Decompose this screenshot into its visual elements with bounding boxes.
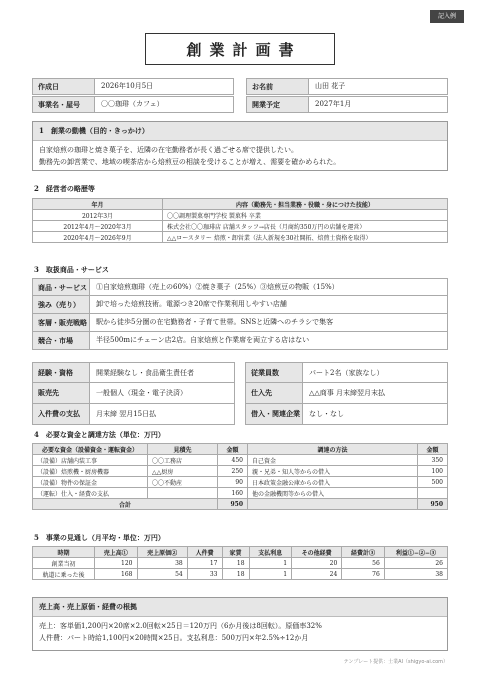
table-row: 2012年4月〜2020年3月 株式会社〇〇珈琲店 店舗スタッフ→店長（月商約350万円の店舗を運営） — [33, 221, 448, 232]
value-date[interactable]: 2026年10月5日 — [101, 82, 154, 90]
products-rows: 商品・サービス ①自家焙煎珈琲（売上の60%）②焼き菓子（25%）③焙煎豆の物販（15%） 強み（売り） 卸で培った焙煎技術。電源つき20席で作業利用しやすい店舗 客層・販売戦略 駅から徒歩5分圏の在宅勤務者・子育て世帯。SNSと近隣へのチラシで集客 競合・市場 半径500mにチェーン店2店。自家焙煎と作業席を両立する店はない — [32, 278, 448, 350]
funds-table: 必要な資金（設備資金・運転資金） 見積先 金額 調達の方法 金額 （設備）店舗内装工事 〇〇工務店 450 自己資金 350 （設備）焙煎機・厨房機器 △△厨房 250 親・兄弟・知人等からの借入 100 （設備）物件の保証金 〇〇不動産 90 日本政策金融公庫からの借入 500 （運転）仕入・経費の支払 160 他の金融機関等からの借入 合計 950 950 — [32, 443, 448, 510]
label-name: お名前 — [247, 79, 309, 94]
page-title: 創業計画書 — [145, 33, 335, 65]
table-row: （設備）物件の保証金 〇〇不動産 90 日本政策金融公庫からの借入 500 — [33, 477, 448, 488]
details-grid: 経験・資格 開業経験なし・食品衛生責任者 販売先 一般個人（現金・電子決済） 入件費の支払 月末締 翌月15日払 従業員数 パート2名（家族なし） 仕入先 △△商事 月末締翌月末払 借入・関連企業 なし・なし — [32, 362, 448, 425]
section-motivation — [32, 121, 448, 171]
section-products-title: 3 取扱商品・サービス — [34, 265, 109, 274]
footer-credit: テンプレート提供：士業AI（shigyo-ai.com） — [343, 659, 448, 665]
value-opening[interactable]: 2027年1月 — [315, 100, 352, 108]
value-strategy[interactable]: 駅から徒歩5分圏の在宅勤務者・子育て世帯。SNSと近隣へのチラシで集客 — [96, 318, 334, 326]
section-motivation-title: 1 創業の動機（目的・きっかけ） — [33, 122, 447, 141]
value-products[interactable]: ①自家焙煎珈琲（売上の60%）②焼き菓子（25%）③焙煎豆の物販（15%） — [96, 283, 339, 291]
section-funds-title: 4 必要な資金と調達方法（単位：万円） — [34, 430, 165, 439]
career-table: 年月 内容（勤務先・担当業務・役職・身につけた技能） 2012年3月 〇〇調理製菓専門学校 製菓科 卒業 2012年4月〜2020年3月 株式会社〇〇珈琲店 店舗スタッフ→店長（月商約350万円の店舗を運営） 2020年4月〜2026年9月 △△ロースタリー 焙煎・卸営業（法人新規を30社開拓、焙煎士資格を取得） — [32, 198, 448, 243]
header-row-1 — [32, 78, 448, 95]
table-row: （設備）店舗内装工事 〇〇工務店 450 自己資金 350 — [33, 455, 448, 466]
label-business: 事業名・屋号 — [33, 97, 95, 112]
table-row: 創業当初 120 38 17 18 1 20 56 26 — [33, 558, 448, 569]
label-opening: 開業予定 — [247, 97, 309, 112]
table-row: 2020年4月〜2026年9月 △△ロースタリー 焙煎・卸営業（法人新規を30社開拓、焙煎士資格を取得） — [33, 232, 448, 243]
forecast-table: 時期 売上高① 売上原価② 人件費 家賃 支払利息 その他経費 経費計③ 利益①−②−③ 創業当初 120 38 17 18 1 20 56 26 軌道に乗った後 168 54 33 18 1 24 76 38 — [32, 546, 448, 580]
table-row: （運転）仕入・経費の支払 160 他の金融機関等からの借入 — [33, 488, 448, 499]
table-total-row: 合計 950 950 — [33, 499, 448, 510]
section-basis-body[interactable]: 売上：客単価1,200円×20席×2.0回転×25日＝120万円（6か月後は8回転）。原価率32% 人件費：パート時給1,100円×20時間×25日。支払利息：500万円×年2.5%÷12か月 — [39, 622, 322, 642]
value-business[interactable]: 〇〇珈琲（カフェ） — [101, 100, 164, 108]
section-career-title: 2 経営者の略歴等 — [34, 184, 95, 193]
table-row: （設備）焙煎機・厨房機器 △△厨房 250 親・兄弟・知人等からの借入 100 — [33, 466, 448, 477]
value-name[interactable]: 山田 花子 — [315, 82, 346, 90]
section-motivation-body[interactable]: 自家焙煎の珈琲と焼き菓子を、近隣の在宅勤務者が長く過ごせる席で提供したい。 勤務先の卸営業で、地域の喫茶店から焙煎豆の相談を受けることが増え、需要を確かめられた。 — [39, 146, 341, 166]
header-row-2 — [32, 96, 448, 113]
table-row: 軌道に乗った後 168 54 33 18 1 24 76 38 — [33, 569, 448, 580]
section-forecast-title: 5 事業の見通し（月平均・単位：万円） — [34, 533, 165, 542]
sample-badge: 記入例 — [430, 10, 464, 23]
value-strengths[interactable]: 卸で培った焙煎技術。電源つき20席で作業利用しやすい店舗 — [96, 300, 287, 308]
table-row: 2012年3月 〇〇調理製菓専門学校 製菓科 卒業 — [33, 210, 448, 221]
section-basis — [32, 597, 448, 651]
value-competition[interactable]: 半径500mにチェーン店2店。自家焙煎と作業席を両立する店はない — [96, 336, 310, 344]
section-basis-title: 売上高・売上原価・経費の根拠 — [33, 598, 447, 617]
label-date: 作成日 — [33, 79, 95, 94]
